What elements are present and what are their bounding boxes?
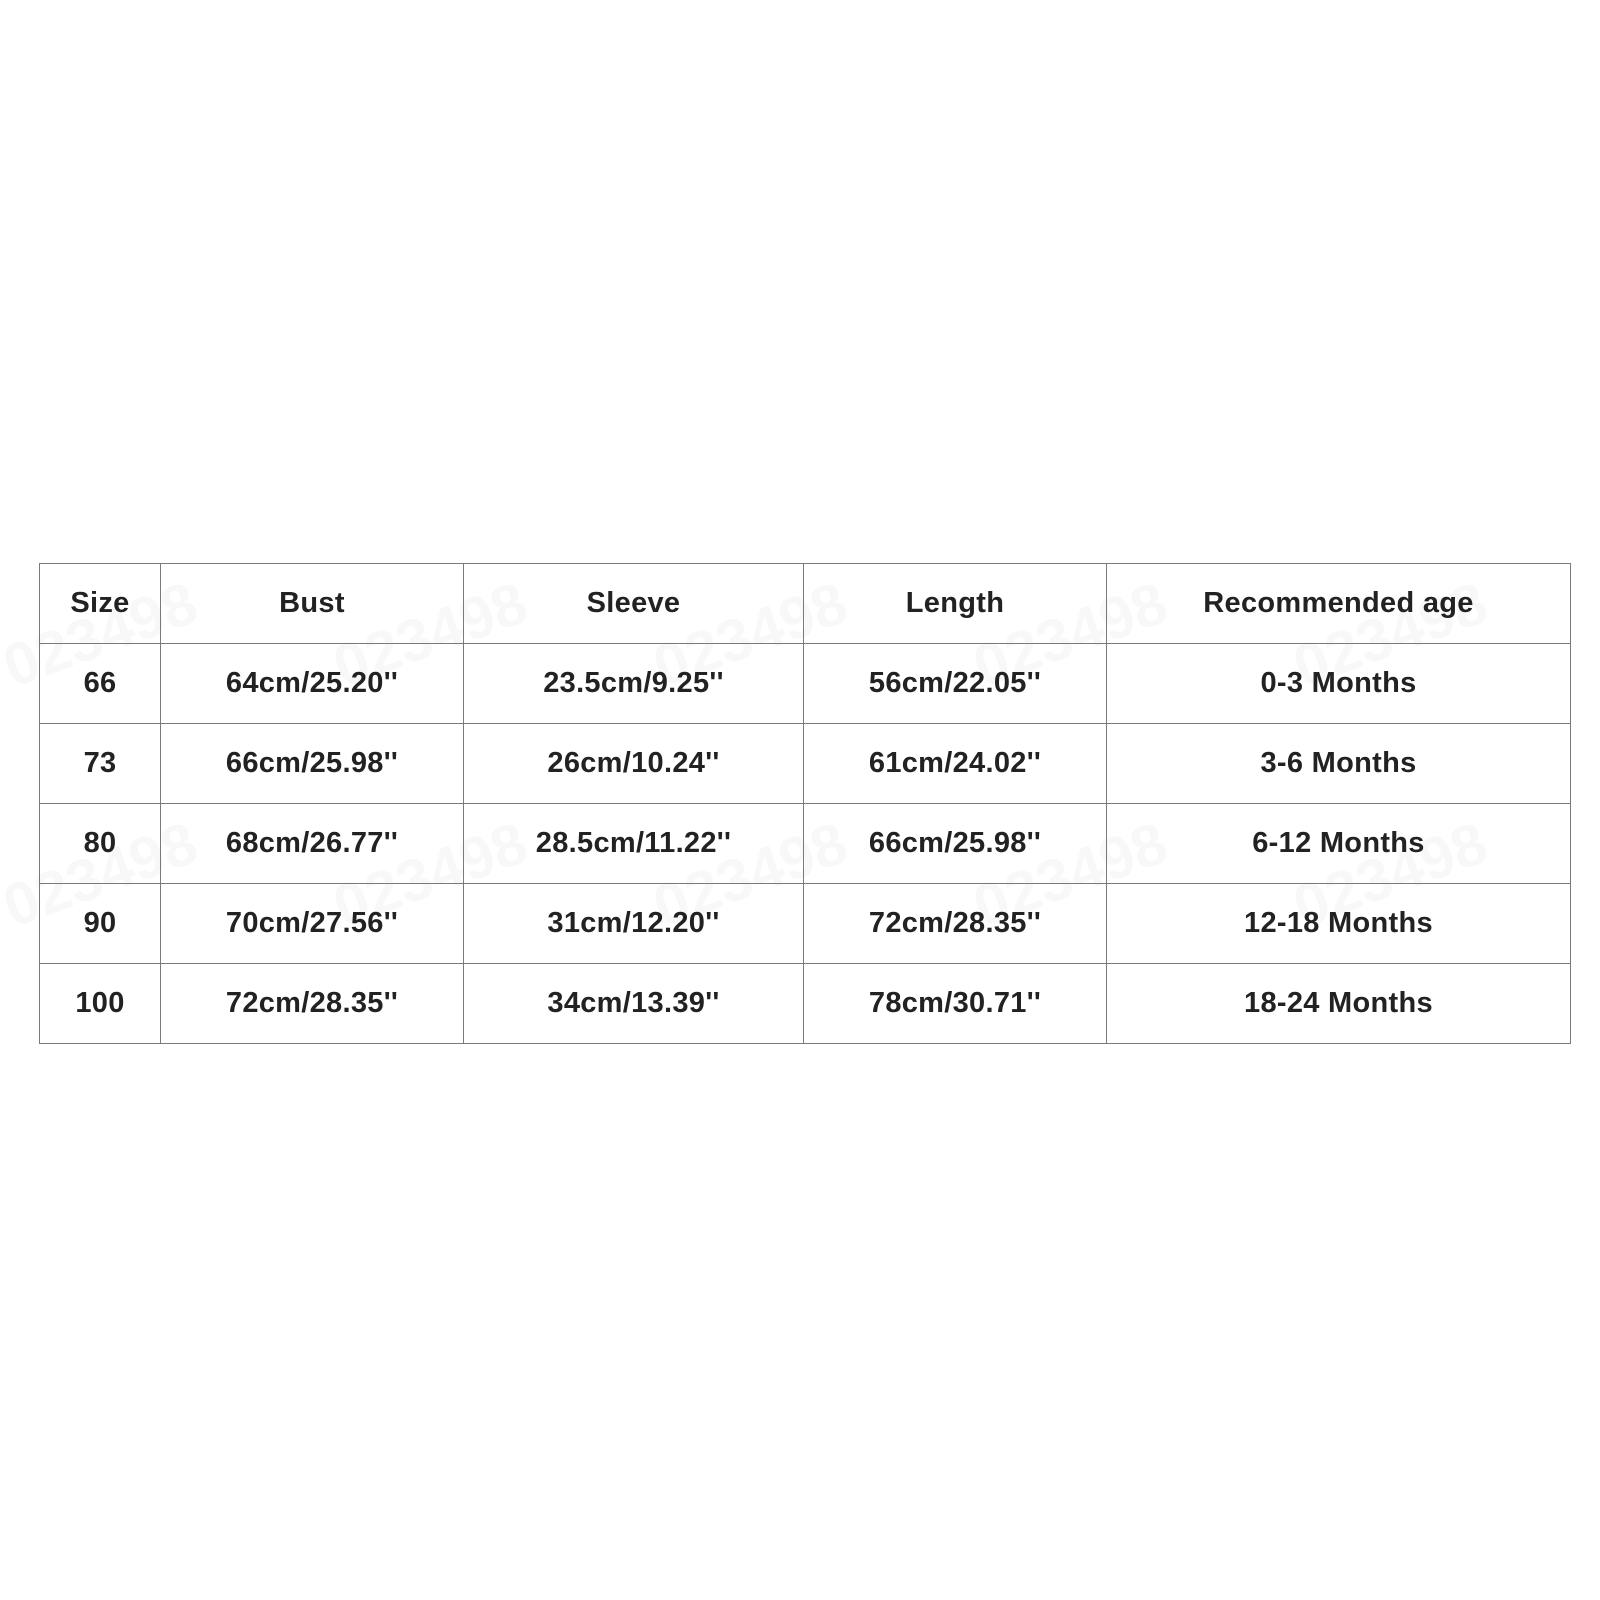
header-recommended-age: Recommended age — [1107, 564, 1571, 644]
cell-recommended-age: 0-3 Months — [1107, 644, 1571, 724]
size-chart-table — [39, 563, 1571, 1044]
cell-size: 73 — [40, 724, 161, 804]
cell-length: 56cm/22.05'' — [804, 644, 1107, 724]
cell-length: 78cm/30.71'' — [804, 964, 1107, 1044]
cell-sleeve: 28.5cm/11.22'' — [464, 804, 804, 884]
table-row — [40, 724, 1571, 804]
cell-recommended-age: 18-24 Months — [1107, 964, 1571, 1044]
cell-size: 100 — [40, 964, 161, 1044]
cell-bust: 70cm/27.56'' — [161, 884, 464, 964]
cell-sleeve: 34cm/13.39'' — [464, 964, 804, 1044]
header-size: Size — [40, 564, 161, 644]
cell-size: 66 — [40, 644, 161, 724]
cell-bust: 64cm/25.20'' — [161, 644, 464, 724]
header-length: Length — [804, 564, 1107, 644]
cell-bust: 72cm/28.35'' — [161, 964, 464, 1044]
table-row — [40, 644, 1571, 724]
table-row — [40, 884, 1571, 964]
cell-bust: 66cm/25.98'' — [161, 724, 464, 804]
cell-sleeve: 26cm/10.24'' — [464, 724, 804, 804]
cell-recommended-age: 6-12 Months — [1107, 804, 1571, 884]
cell-sleeve: 23.5cm/9.25'' — [464, 644, 804, 724]
cell-size: 90 — [40, 884, 161, 964]
cell-recommended-age: 12-18 Months — [1107, 884, 1571, 964]
header-bust: Bust — [161, 564, 464, 644]
cell-bust: 68cm/26.77'' — [161, 804, 464, 884]
table-row — [40, 804, 1571, 884]
cell-length: 66cm/25.98'' — [804, 804, 1107, 884]
cell-length: 61cm/24.02'' — [804, 724, 1107, 804]
header-sleeve: Sleeve — [464, 564, 804, 644]
cell-size: 80 — [40, 804, 161, 884]
cell-length: 72cm/28.35'' — [804, 884, 1107, 964]
cell-recommended-age: 3-6 Months — [1107, 724, 1571, 804]
table-header-row — [40, 564, 1571, 644]
table-row — [40, 964, 1571, 1044]
cell-sleeve: 31cm/12.20'' — [464, 884, 804, 964]
